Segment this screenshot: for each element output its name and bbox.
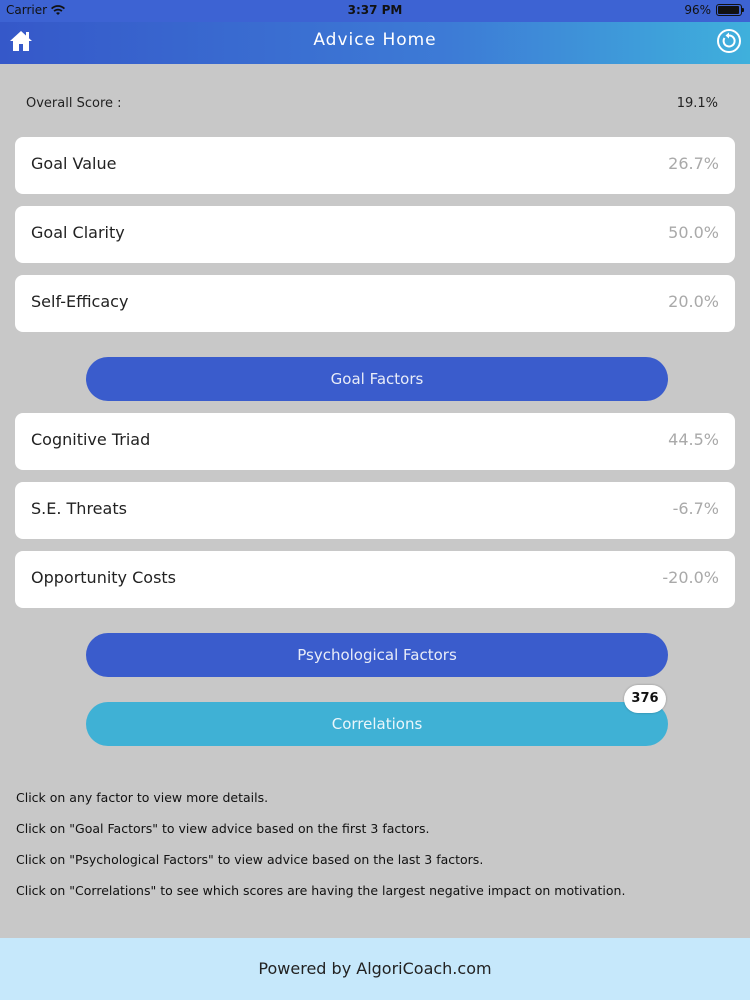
correlations-button[interactable]: Correlations xyxy=(86,702,668,746)
status-bar xyxy=(0,0,750,22)
factor-name: Goal Value xyxy=(31,154,117,173)
status-right xyxy=(684,3,742,17)
factor-value: -20.0% xyxy=(662,568,719,587)
hint-line: Click on "Goal Factors" to view advice based on the first 3 factors. xyxy=(16,821,430,836)
psychological-factors-button[interactable]: Psychological Factors xyxy=(86,633,668,677)
factor-row-cognitive-triad[interactable] xyxy=(15,413,735,470)
battery-icon xyxy=(716,4,742,16)
help-text xyxy=(16,790,736,914)
factor-row-goal-value[interactable] xyxy=(15,137,735,194)
footer xyxy=(0,938,750,1000)
refresh-icon[interactable] xyxy=(716,28,742,54)
overall-score-label: Overall Score : xyxy=(26,96,122,111)
factor-name: Self-Efficacy xyxy=(31,292,129,311)
hint-line: Click on "Correlations" to see which scores are having the largest negative impact on motivation. xyxy=(16,883,626,898)
carrier-label: Carrier xyxy=(6,3,48,17)
factor-name: Goal Clarity xyxy=(31,223,125,242)
factor-value: 26.7% xyxy=(668,154,719,173)
factor-name: S.E. Threats xyxy=(31,499,127,518)
hint-line: Click on any factor to view more details. xyxy=(16,790,269,805)
overall-score-value: 19.1% xyxy=(676,96,718,111)
battery-fill xyxy=(718,6,739,14)
factor-name: Opportunity Costs xyxy=(31,568,177,587)
factor-row-goal-clarity[interactable] xyxy=(15,206,735,263)
goal-factors-button[interactable]: Goal Factors xyxy=(86,357,668,401)
page-title: Advice Home xyxy=(313,30,437,50)
overall-score xyxy=(26,96,718,116)
nav-bar xyxy=(0,22,750,64)
factor-value: -6.7% xyxy=(672,499,719,518)
factor-value: 50.0% xyxy=(668,223,719,242)
factor-value: 44.5% xyxy=(668,430,719,449)
factor-row-se-threats[interactable] xyxy=(15,482,735,539)
hint-line: Click on "Psychological Factors" to view advice based on the last 3 factors. xyxy=(16,852,484,867)
battery-percent: 96% xyxy=(684,3,711,17)
status-time: 3:37 PM xyxy=(347,3,403,17)
factor-row-opportunity-costs[interactable] xyxy=(15,551,735,608)
factor-row-self-efficacy[interactable] xyxy=(15,275,735,332)
footer-text[interactable]: Powered by AlgoriCoach.com xyxy=(258,959,492,978)
factor-name: Cognitive Triad xyxy=(31,430,151,449)
correlations-badge: 376 xyxy=(624,685,666,713)
factor-value: 20.0% xyxy=(668,292,719,311)
